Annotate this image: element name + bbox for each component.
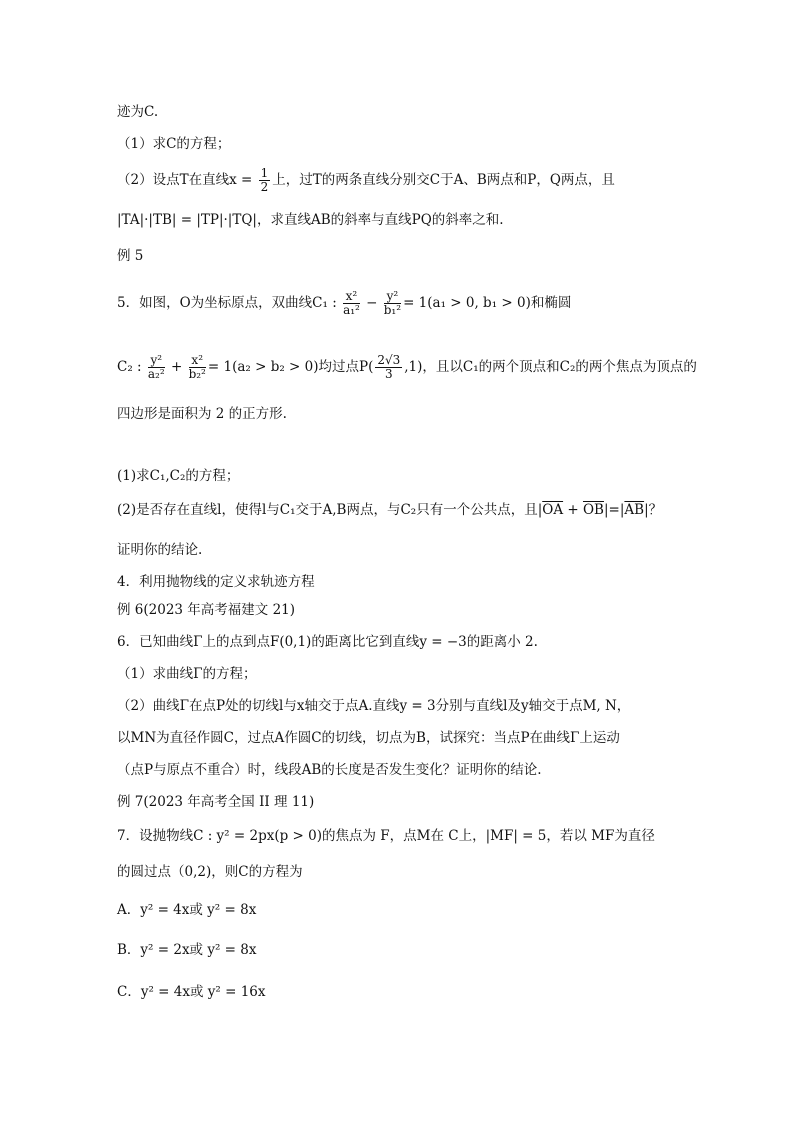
- fraction: [189, 354, 206, 381]
- fraction: [343, 290, 360, 317]
- text-segment: = 1(a₁ > 0, b₁ > 0)和椭圆: [403, 295, 572, 311]
- text-line: 6．已知曲线Γ上的点到点F(0,1)的距离比它到直线y = −3的距离小 2.: [117, 634, 538, 650]
- fraction-denominator: b₂²: [188, 367, 206, 381]
- fraction: [384, 290, 401, 317]
- vector-ob: $\overline{OB}$: [582, 502, 604, 518]
- text-line: 四边形是面积为 2 的正方形.: [117, 406, 287, 422]
- section-label: 例 5: [117, 248, 144, 264]
- text-segment: |？: [644, 502, 663, 518]
- fraction-numerator: 1: [260, 166, 269, 180]
- text-segment: = 1(a₂ > b₂ > 0)均过点P(: [207, 359, 374, 375]
- text-line: 5．如图，O为坐标原点，双曲线C₁ : $\frac{\text{x²}}{\text{a₁²}}$ − $\frac{\text{y²}}{\text{b₁²}}$ = 1(a₁ > 0, b₁ > 0)和椭圆: [117, 289, 572, 317]
- section-heading: 4．利用抛物线的定义求轨迹方程: [117, 574, 315, 590]
- fraction-numerator: x²: [189, 354, 206, 368]
- fraction-denominator: a₁²: [343, 303, 360, 317]
- text-line: 迹为C.: [117, 104, 159, 120]
- text-segment: 5．如图，O为坐标原点，双曲线C: [117, 295, 323, 311]
- text-line: 7．设抛物线C : y² = 2px(p > 0)的焦点为 F，点M在 C上，|MF| = 5，若以 MF为直径: [117, 828, 655, 844]
- fraction-denominator: 2: [260, 180, 269, 194]
- text-line: （点P与原点不重合）时，线段AB的长度是否发生变化？证明你的结论.: [117, 762, 542, 778]
- option-b: B．y² = 2x或 y² = 8x: [117, 942, 257, 958]
- text-segment: ₁: [322, 295, 328, 311]
- text-segment: （2）设点T在直线x =: [117, 172, 257, 188]
- text-segment: (2)是否存在直线l，使得l与C₁交于A,B两点，与C₂只有一个公共点，且|: [117, 502, 543, 518]
- section-label: 例 6(2023 年高考福建文 21): [117, 602, 296, 618]
- fraction-numerator: y²: [384, 290, 401, 304]
- text-segment: 上，过T的两条直线分别交C于A、B两点和P，Q两点，且: [272, 172, 615, 188]
- fraction: [148, 354, 165, 381]
- fraction: [259, 167, 271, 194]
- fraction: [375, 354, 402, 381]
- text-line: 以MN为直径作圆C，过点A作圆C的切线，切点为B，试探究：当点P在曲线Γ上运动: [117, 730, 620, 746]
- text-line: 证明你的结论.: [117, 542, 203, 558]
- text-segment: :: [327, 295, 342, 311]
- text-segment: |=|: [603, 502, 625, 518]
- fraction-numerator: x²: [343, 290, 360, 304]
- text-segment: ,1)，且以C₁的两个顶点和C₂的两个焦点为顶点的: [404, 359, 697, 375]
- option-c: C．y² = 4x或 y² = 16x: [117, 984, 266, 1000]
- text-line: [117, 166, 615, 194]
- text-segment: +: [563, 502, 583, 518]
- fraction-numerator: 2√3: [377, 353, 401, 367]
- text-line: （1）求曲线Γ的方程；: [117, 666, 257, 682]
- text-line: 的圆过点（0,2)，则C的方程为: [117, 864, 303, 880]
- text-line: [117, 500, 662, 520]
- option-a: A．y² = 4x或 y² = 8x: [117, 902, 257, 918]
- text-segment: C₂ :: [117, 359, 146, 375]
- text-line: (1)求C₁,C₂的方程；: [117, 468, 240, 484]
- fraction-numerator: y²: [148, 354, 165, 368]
- text-line: （1）求C的方程；: [117, 136, 231, 152]
- vector-ab: $\overline{AB}$: [624, 502, 645, 518]
- section-label: 例 7(2023 年高考全国 II 理 11): [117, 794, 315, 810]
- text-line: C₂ : $\frac{\text{y²}}{\text{a₂²}}$ + $\frac{\text{x²}}{\text{b₂²}}$ = 1(a₂ > b₂ > 0)均过点P( $\frac{2√3}{3}$ ,1)，且以C₁的两个顶点和C₂的两个焦点为顶点的: [117, 353, 697, 381]
- fraction-denominator: a₂²: [147, 367, 165, 381]
- fraction-denominator: 3: [384, 367, 393, 381]
- vector-oa: $\overline{OA}$: [542, 502, 564, 518]
- text-line: （2）曲线Γ在点P处的切线l与x轴交于点A.直线y = 3分别与直线l及y轴交于点M, N，: [117, 698, 631, 714]
- text-line: |TA|·|TB| = |TP|·|TQ|，求直线AB的斜率与直线PQ的斜率之和.: [117, 212, 504, 228]
- fraction-denominator: b₁²: [383, 303, 402, 317]
